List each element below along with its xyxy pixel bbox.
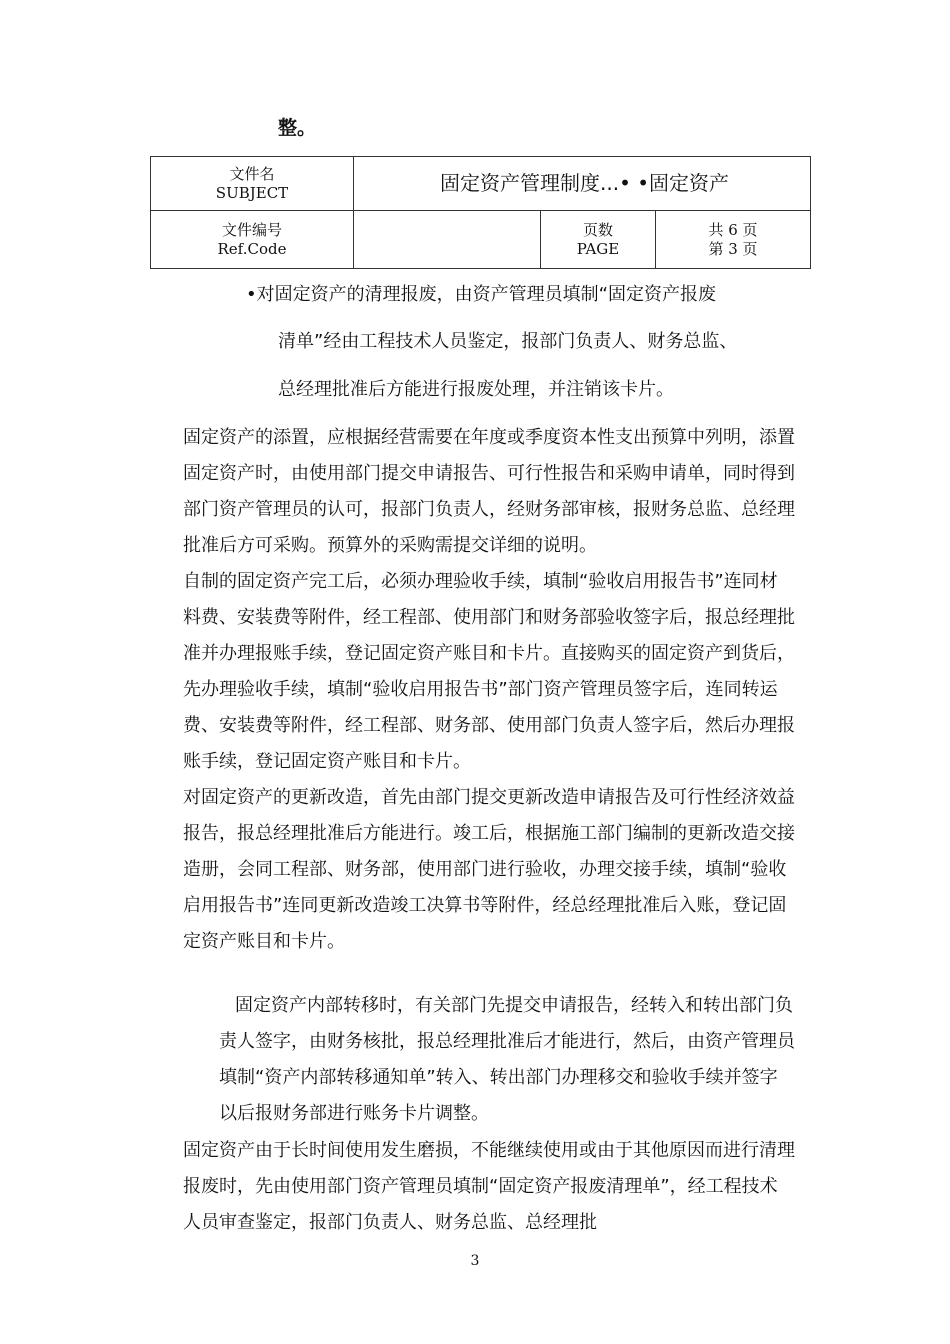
paragraph-line: 部门资产管理员的认可，报部门负责人，经财务部审核，报财务总监、总经理: [183, 499, 795, 520]
paragraph-line: 以后报财务部进行账务卡片调整。: [219, 1103, 489, 1124]
paragraph-line: 固定资产的添置，应根据经营需要在年度或季度资本性支出预算中列明，添置: [183, 427, 795, 448]
refcode-value: [354, 211, 541, 269]
paragraph-line: 对固定资产的更新改造，首先由部门提交更新改造申请报告及可行性经济效益: [183, 787, 795, 808]
paragraph-line: 人员审查鉴定，报部门负责人、财务总监、总经理批: [183, 1212, 597, 1233]
paragraph-line: 清单”经由工程技术人员鉴定，报部门负责人、财务总监、: [278, 331, 738, 352]
page-current: 第 3 页: [708, 239, 758, 258]
refcode-label-en: Ref.Code: [217, 239, 287, 258]
paragraph-line: 报废时，先由使用部门资产管理员填制“固定资产报废清理单”，经工程技术: [183, 1176, 778, 1197]
subject-value: 固定资产管理制度...• •固定资产: [354, 157, 811, 211]
paragraph-line: 固定资产时，由使用部门提交申请报告、可行性报告和采购申请单，同时得到: [183, 463, 795, 484]
paragraph-line: 填制“资产内部转移通知单”转入、转出部门办理移交和验收手续并签字: [219, 1067, 778, 1088]
paragraph-line: 定资产账目和卡片。: [183, 931, 345, 952]
subject-label-cn: 文件名: [229, 164, 275, 183]
paragraph-wear-scrap: [183, 1133, 795, 1241]
page-label-cell: [541, 211, 656, 269]
paragraph-line: 自制的固定资产完工后，必须办理验收手续，填制“验收启用报告书”连同材: [183, 571, 778, 592]
subject-label-en: SUBJECT: [215, 183, 289, 202]
paragraph-line: 固定资产内部转移时，有关部门先提交申请报告，经转入和转出部门负: [235, 995, 793, 1016]
paragraph-line: 固定资产由于长时间使用发生磨损，不能继续使用或由于其他原因而进行清理: [183, 1140, 795, 1161]
page-label-cn: 页数: [582, 220, 613, 239]
paragraph-internal-transfer: [219, 988, 795, 1132]
refcode-label-cell: [151, 211, 354, 269]
paragraph-line: •对固定资产的清理报废，由资产管理员填制“固定资产报废: [246, 284, 716, 305]
paragraph-line: 报告，报总经理批准后方能进行。竣工后，根据施工部门编制的更新改造交接: [183, 823, 795, 844]
subject-label-cell: [151, 157, 354, 211]
paragraph-line: 总经理批准后方能进行报废处理，并注销该卡片。: [278, 379, 674, 400]
refcode-label-cn: 文件编号: [221, 220, 282, 239]
paragraph-line: 料费、安装费等附件，经工程部、使用部门和财务部验收签字后，报总经理批: [183, 607, 795, 628]
paragraph-line: 账手续，登记固定资产账目和卡片。: [183, 751, 471, 772]
previous-page-fragment: 整。: [278, 117, 317, 139]
page-label-en: PAGE: [576, 239, 620, 258]
paragraph-line: 责人签字，由财务核批，报总经理批准后才能进行，然后，由资产管理员: [219, 1031, 795, 1052]
paragraph-line: 先办理验收手续，填制“验收启用报告书”部门资产管理员签字后，连同转运: [183, 679, 778, 700]
document-header-table: [150, 156, 811, 269]
page-number: 3: [470, 1253, 480, 1269]
paragraph-line: 准并办理报账手续，登记固定资产账目和卡片。直接购买的固定资产到货后，: [183, 643, 795, 664]
paragraph-line: 启用报告书”连同更新改造竣工决算书等附件，经总经理批准后入账，登记固: [183, 895, 787, 916]
paragraph-line: 造册，会同工程部、财务部，使用部门进行验收，办理交接手续，填制“验收: [183, 859, 787, 880]
paragraph-acquisition: [183, 420, 795, 960]
page-total: 共 6 页: [708, 220, 758, 239]
paragraph-line: 费、安装费等附件，经工程部、财务部、使用部门负责人签字后，然后办理报: [183, 715, 795, 736]
paragraph-line: 批准后方可采购。预算外的采购需提交详细的说明。: [183, 535, 597, 556]
page-count-cell: [656, 211, 811, 269]
